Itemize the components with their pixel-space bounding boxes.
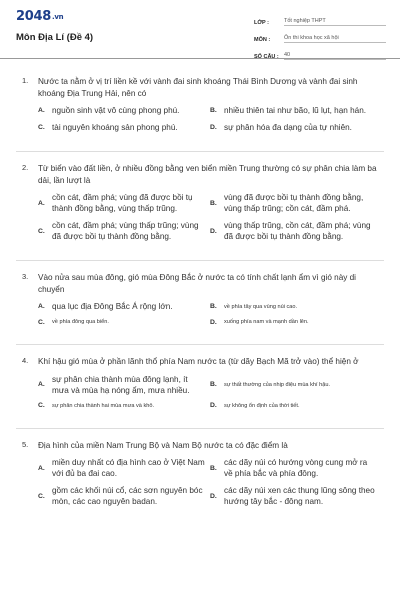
option-letter: D. [210,492,217,500]
answer-option[interactable] [210,318,378,326]
meta-value: Tốt nghiệp THPT [284,18,386,26]
option-text: nhiều thiên tai như bão, lũ lụt, hạn hán. [224,106,367,115]
option-text: về phía tây qua vùng núi cao. [224,303,298,310]
answer-option[interactable] [38,105,206,116]
exam-meta [254,12,386,63]
answer-options [38,301,384,332]
meta-label: SỐ CÂU : [254,54,279,60]
answer-option[interactable] [210,122,378,133]
option-text: sự phân hóa đa dạng của tự nhiên. [224,123,352,132]
option-text: các dãy núi có hướng vòng cung mở ra về phía bắc và phía đông. [224,458,368,478]
meta-label: LỚP : [254,20,269,26]
answer-option[interactable] [38,402,206,410]
option-text: cồn cát, đầm phá; vùng đã được bồi tụ thành đồng bằng, vùng thấp trũng. [52,193,193,213]
answer-option[interactable] [210,192,378,214]
answer-option[interactable] [38,457,206,479]
question-text: Địa hình của miền Nam Trung Bộ và Nam Bộ nước ta có đặc điểm là [38,440,288,450]
option-text: xuống phía nam và mạnh dần lên. [224,319,309,325]
question-number: 3. [22,272,29,281]
answer-option[interactable] [210,105,378,116]
question [0,76,400,139]
option-text: về phía đông qua biển. [52,319,109,325]
option-letter: D. [210,227,217,235]
question-list [0,76,400,525]
option-letter: B. [210,464,217,472]
option-text: các dãy núi xen các thung lũng sông theo hướng tây bắc - đông nam. [224,486,375,506]
option-text: qua lục địa Đông Bắc Á rộng lớn. [52,302,173,311]
option-text: vùng đã được bồi tụ thành đồng bằng, vùng thấp trũng; cồn cát, đầm phá. [224,193,364,213]
answer-options [38,192,384,248]
option-text: sự phân chia thành mùa đông lạnh, ít mưa và mùa hạ nóng ẩm, mưa nhiều. [52,374,190,395]
answer-options [38,374,384,416]
option-text: tài nguyên khoáng sản phong phú. [52,123,178,132]
site-logo[interactable]: 2048.vn [16,9,64,24]
answer-option[interactable] [38,374,206,396]
answer-option[interactable] [210,301,378,312]
option-text: sự không ổn định của thời tiết. [224,402,300,409]
answer-option[interactable] [38,301,206,312]
option-letter: C. [38,227,45,235]
answer-option[interactable] [38,318,206,326]
option-text: sự thất thường của nhịp điệu mùa khí hậu. [224,381,331,388]
option-letter: D. [210,124,217,131]
option-text: cồn cát, đầm phá; vùng thấp trũng; vùng đã được bồi tụ thành đồng bằng. [52,221,199,241]
meta-value: Ôn thi khoa học xã hội [284,35,386,43]
option-letter: C. [38,492,45,500]
option-letter: A. [38,381,45,388]
option-text: miền duy nhất có địa hình cao ở Việt Nam với đủ ba đai cao. [52,458,205,478]
option-letter: A. [38,199,45,207]
meta-row [254,29,386,43]
answer-option[interactable] [38,192,206,214]
meta-value: 40 [284,52,386,60]
answer-option[interactable] [38,220,206,242]
answer-options [38,457,384,513]
option-letter: B. [210,199,217,207]
question-divider [16,344,384,345]
answer-option[interactable] [210,220,378,242]
option-letter: D. [210,318,217,326]
option-letter: B. [210,381,217,388]
answer-option[interactable] [210,374,378,396]
option-letter: B. [210,303,217,310]
option-letter: A. [38,464,45,472]
answer-option[interactable] [210,485,378,507]
meta-row [254,12,386,26]
question-number: 1. [22,76,29,85]
question-divider [16,428,384,429]
question-text: Khí hậu gió mùa ở phần lãnh thổ phía Nam nước ta (từ dãy Bạch Mã trở vào) thể hiện ở [38,357,359,366]
question-text: Nước ta nằm ở vị trí liền kề với vành đai sinh khoáng Thái Bình Dương và vành đai sinh khoáng Địa Trung Hải, nên có [38,77,358,98]
question-number: 2. [22,163,29,172]
option-letter: C. [38,402,45,409]
question [0,163,400,248]
exam-subject-title: Môn Địa Lí (Đề 4) [16,32,94,43]
logo-suffix: .vn [51,13,64,21]
option-text: vùng thấp trũng, cồn cát, đầm phá; vùng đã được bồi tụ thành đồng bằng. [224,221,371,241]
answer-option[interactable] [38,485,206,507]
option-text: sự phân chia thành hai mùa mưa và khô. [52,402,155,409]
question [0,440,400,514]
question-text: Vào nửa sau mùa đông, gió mùa Đông Bắc ở nước ta có tính chất lạnh ẩm vì gió này di chuyển [38,273,356,294]
option-letter: B. [210,107,217,114]
question-divider [16,151,384,152]
answer-option[interactable] [38,122,206,133]
question-divider [16,260,384,261]
meta-row [254,46,386,60]
question-text: Từ biển vào đất liền, ở nhiều đồng bằng ven biển miền Trung thường có sự phân chia làm ba dải, lần lượt là [38,164,377,185]
option-text: gồm các khối núi cổ, các sơn nguyên bóc mòn, các cao nguyên badan. [52,486,203,506]
option-letter: A. [38,107,45,114]
option-letter: A. [38,303,45,310]
answer-option[interactable] [210,402,378,410]
question [0,356,400,416]
answer-option[interactable] [210,457,378,479]
answer-options [38,105,384,139]
option-letter: D. [210,402,217,409]
question-number: 4. [22,356,29,365]
exam-header [0,0,400,59]
question [0,272,400,332]
meta-label: MÔN : [254,37,271,43]
option-text: nguồn sinh vật vô cùng phong phú. [52,106,180,115]
option-letter: C. [38,318,45,326]
question-number: 5. [22,439,29,449]
option-letter: C. [38,124,45,131]
